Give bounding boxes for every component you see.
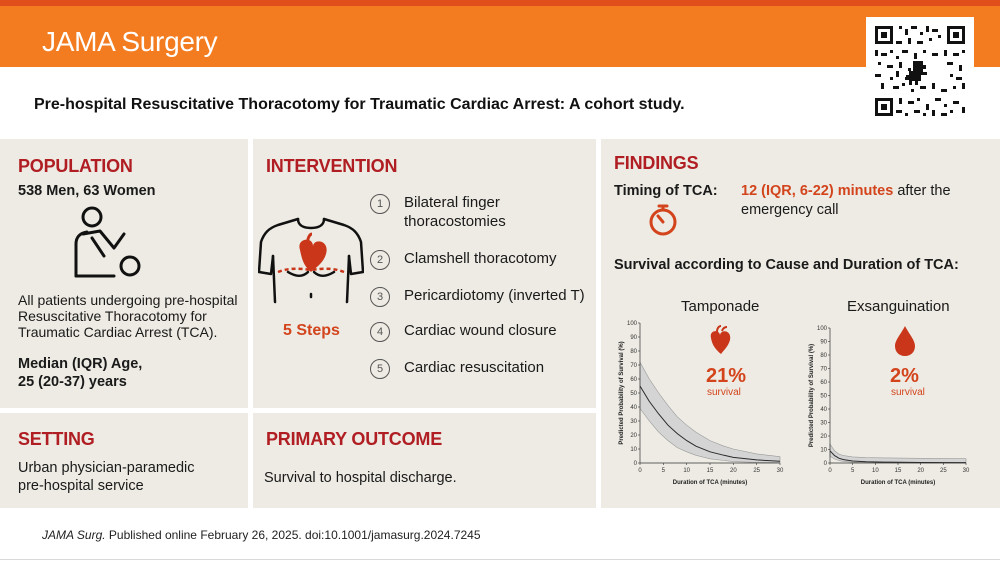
outcome-panel bbox=[253, 413, 596, 508]
population-count: 538 Men, 63 Women bbox=[18, 183, 156, 199]
x-tick-label: 20 bbox=[729, 468, 737, 474]
cpr-icon bbox=[70, 204, 146, 282]
x-tick-label: 5 bbox=[661, 468, 666, 474]
citation-journal: JAMA Surg. bbox=[42, 528, 106, 542]
exsanguination-chart bbox=[798, 320, 976, 493]
y-tick-label: 40 bbox=[630, 405, 637, 411]
survival-heading: Survival according to Cause and Duration of TCA: bbox=[614, 257, 959, 273]
y-axis-label: Predicted Probability of Survival (%) bbox=[619, 341, 625, 445]
y-tick-label: 40 bbox=[820, 407, 827, 413]
setting-line-2: pre-hospital service bbox=[18, 478, 144, 494]
y-tick-label: 0 bbox=[633, 461, 637, 467]
step-5 bbox=[370, 358, 544, 379]
step-label: Bilateral finger bbox=[404, 194, 500, 211]
x-tick-label: 30 bbox=[962, 468, 970, 474]
y-tick-label: 20 bbox=[820, 434, 827, 440]
x-tick-label: 25 bbox=[939, 468, 947, 474]
timing-text bbox=[741, 182, 951, 220]
header-bar bbox=[0, 6, 1000, 67]
step-number: 3 bbox=[370, 287, 390, 307]
qr-code[interactable] bbox=[866, 17, 974, 125]
tamponade-survival-word: survival bbox=[707, 387, 741, 398]
timing-rest-2: emergency call bbox=[741, 202, 839, 218]
x-axis-label: Duration of TCA (minutes) bbox=[672, 480, 748, 486]
outcome-text: Survival to hospital discharge. bbox=[264, 470, 457, 486]
y-tick-label: 10 bbox=[820, 447, 827, 454]
population-age-value: 25 (20-37) years bbox=[18, 374, 127, 390]
exsanguination-percent: 2% bbox=[890, 365, 919, 387]
population-heading: POPULATION bbox=[18, 156, 133, 176]
exsanguination-label: Exsanguination bbox=[847, 298, 950, 315]
y-tick-label: 0 bbox=[823, 461, 827, 467]
citation-text: Published online February 26, 2025. doi:10.1001/jamasurg.2024.7245 bbox=[105, 528, 481, 542]
exsanguination-survival-word: survival bbox=[891, 387, 925, 398]
step-number: 5 bbox=[370, 359, 390, 379]
y-tick-label: 100 bbox=[626, 321, 637, 327]
x-axis-label: Duration of TCA (minutes) bbox=[860, 480, 936, 486]
step-label: Pericardiotomy (inverted T) bbox=[404, 287, 585, 304]
journal-name: JAMA Surgery bbox=[42, 26, 218, 57]
torso-heart-icon bbox=[258, 216, 364, 308]
y-tick-label: 90 bbox=[630, 335, 637, 341]
step-label-continued: thoracostomies bbox=[404, 213, 506, 230]
step-label: Cardiac resuscitation bbox=[404, 359, 545, 376]
findings-heading: FINDINGS bbox=[614, 153, 699, 173]
x-tick-label: 15 bbox=[706, 468, 714, 474]
y-tick-label: 70 bbox=[820, 366, 827, 373]
step-number: 1 bbox=[370, 194, 390, 214]
x-tick-label: 15 bbox=[894, 468, 902, 474]
y-tick-label: 80 bbox=[820, 353, 827, 359]
setting-line-1: Urban physician-paramedic bbox=[18, 460, 195, 476]
steps-count-label: 5 Steps bbox=[283, 322, 340, 339]
step-4 bbox=[370, 321, 557, 342]
qr-code-icon bbox=[866, 17, 974, 125]
outcome-heading: PRIMARY OUTCOME bbox=[266, 429, 443, 449]
y-tick-label: 70 bbox=[630, 363, 637, 369]
x-tick-label: 5 bbox=[850, 468, 855, 474]
tamponade-label: Tamponade bbox=[681, 298, 760, 315]
x-tick-label: 30 bbox=[776, 468, 784, 474]
step-3 bbox=[370, 286, 585, 307]
y-tick-label: 10 bbox=[630, 447, 637, 453]
x-tick-label: 0 bbox=[638, 468, 642, 474]
step-1 bbox=[370, 193, 506, 231]
tamponade-percent: 21% bbox=[706, 365, 747, 387]
step-number: 2 bbox=[370, 250, 390, 270]
y-tick-label: 50 bbox=[630, 391, 637, 397]
y-tick-label: 30 bbox=[630, 419, 637, 425]
step-label: Cardiac wound closure bbox=[404, 322, 557, 339]
citation bbox=[42, 528, 481, 542]
y-tick-label: 60 bbox=[820, 380, 827, 386]
x-tick-label: 0 bbox=[828, 468, 832, 474]
y-tick-label: 90 bbox=[820, 339, 827, 346]
heart-icon bbox=[708, 325, 734, 355]
bottom-divider bbox=[0, 559, 1000, 560]
timing-label: Timing of TCA: bbox=[614, 183, 718, 199]
timing-value: 12 (IQR, 6-22) minutes bbox=[741, 183, 894, 199]
y-axis-label: Predicted Probability of Survival (%) bbox=[809, 343, 815, 448]
step-number: 4 bbox=[370, 322, 390, 342]
population-age-label: Median (IQR) Age, bbox=[18, 356, 143, 372]
y-tick-label: 100 bbox=[816, 326, 827, 332]
x-tick-label: 20 bbox=[917, 468, 925, 474]
step-2 bbox=[370, 249, 557, 270]
timing-rest-1: after the bbox=[893, 183, 951, 199]
intervention-heading: INTERVENTION bbox=[266, 156, 398, 176]
blood-drop-icon bbox=[893, 325, 917, 357]
setting-heading: SETTING bbox=[18, 429, 95, 449]
y-tick-label: 30 bbox=[820, 420, 827, 427]
y-tick-label: 50 bbox=[820, 393, 827, 400]
step-label: Clamshell thoracotomy bbox=[404, 250, 557, 267]
study-title: Pre-hospital Resuscitative Thoracotomy for Traumatic Cardiac Arrest: A cohort study. bbox=[34, 96, 685, 113]
y-tick-label: 60 bbox=[630, 377, 637, 383]
population-description: All patients undergoing pre-hospital Resuscitative Thoracotomy for Traumatic Cardiac Arrest (TCA). bbox=[18, 292, 238, 340]
tamponade-chart bbox=[608, 315, 788, 493]
stopwatch-icon bbox=[647, 203, 679, 237]
y-tick-label: 80 bbox=[630, 349, 637, 355]
x-tick-label: 10 bbox=[871, 468, 879, 474]
y-tick-label: 20 bbox=[630, 433, 637, 439]
x-tick-label: 25 bbox=[753, 468, 761, 474]
x-tick-label: 10 bbox=[683, 468, 691, 474]
